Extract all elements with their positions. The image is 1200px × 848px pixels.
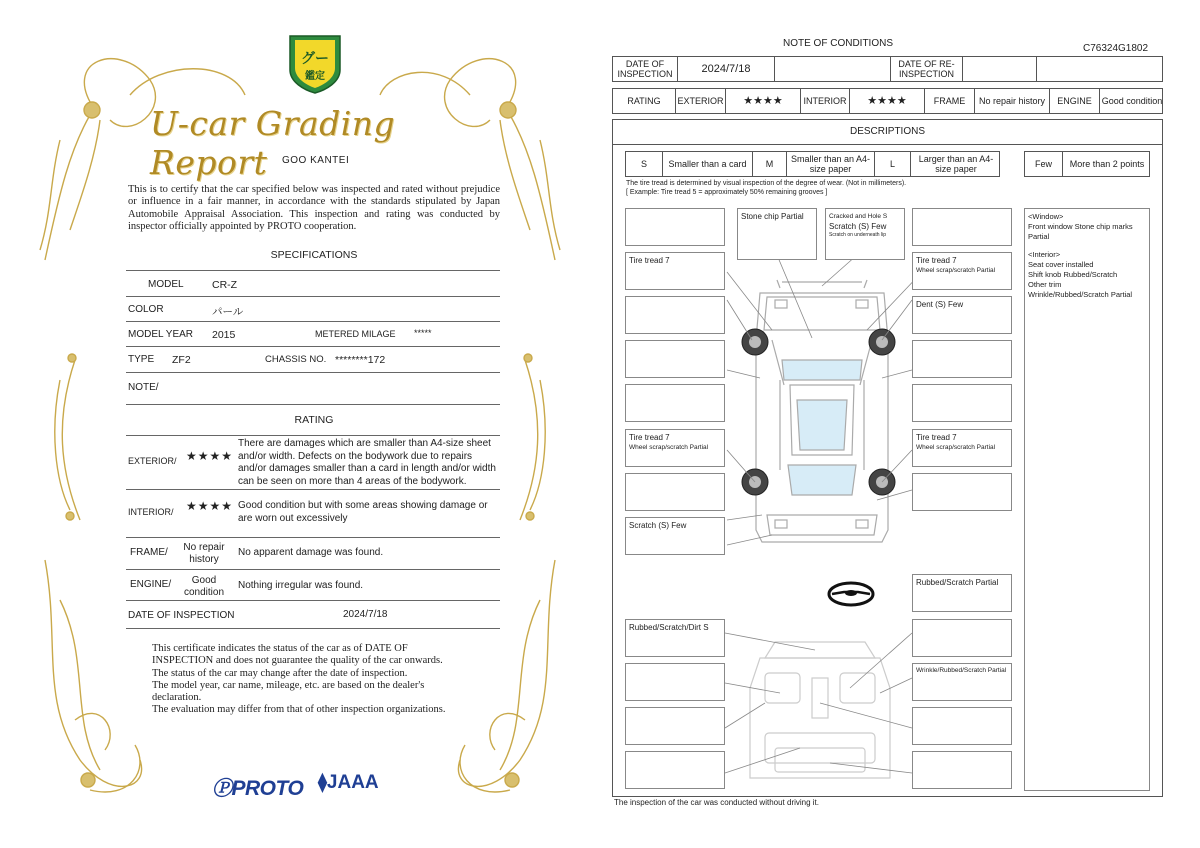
- blank-cell: [775, 57, 900, 81]
- reference-number: C76324G1802: [1083, 43, 1149, 54]
- condition-text: Dent (S) Few: [916, 300, 964, 309]
- condition-text: Wheel scrap/scratch Partial: [916, 444, 996, 451]
- divider: [612, 144, 1163, 145]
- color-value: パール: [212, 306, 244, 318]
- condition-box-empty: [912, 473, 1012, 511]
- interior-stars: ★★★★: [186, 499, 234, 513]
- date-of-inspection-value: 2024/7/18: [678, 57, 775, 81]
- condition-text: Cracked and Hole S: [829, 213, 888, 220]
- type-value: ZF2: [172, 354, 191, 366]
- legend-m: M: [753, 152, 787, 176]
- frame-value: No repair history: [975, 89, 1050, 113]
- exterior-label: EXTERIOR/: [128, 456, 177, 466]
- condition-box-empty: [625, 751, 725, 789]
- legend-s: S: [626, 152, 663, 176]
- divider: [126, 270, 500, 271]
- condition-text: Tire tread 7: [916, 433, 957, 442]
- legend-l-desc: Larger than an A4-size paper: [918, 154, 994, 174]
- disclaimer-line: declaration.: [152, 692, 202, 704]
- model-label: MODEL: [148, 279, 184, 290]
- mileage-label: METERED MILAGE: [315, 329, 396, 339]
- interior-description: Good condition but with some areas showing damage or are worn out excessively: [238, 500, 488, 524]
- condition-box-tire-rear-left: [625, 429, 725, 467]
- condition-text: Wrinkle/Rubbed/Scratch Partial: [916, 667, 1007, 674]
- notes-panel: [1024, 208, 1150, 791]
- divider: [126, 569, 500, 570]
- notes-line: Front window Stone chip marks Partial: [1028, 221, 1133, 241]
- rating-heading: RATING: [294, 414, 334, 426]
- exterior-label: EXTERIOR: [676, 89, 726, 113]
- sheet-title: NOTE OF CONDITIONS: [783, 38, 893, 49]
- divider: [126, 346, 500, 347]
- condition-box-empty: [625, 296, 725, 334]
- frame-label: FRAME/: [130, 547, 168, 558]
- divider: [126, 435, 500, 436]
- legend-few: Few: [1025, 152, 1063, 176]
- condition-box-empty: [625, 473, 725, 511]
- interior-label: INTERIOR/: [128, 507, 174, 517]
- condition-box-dashboard: [625, 619, 725, 657]
- mileage-value: *****: [414, 328, 432, 338]
- size-legend: [625, 151, 1000, 177]
- disclaimer-line: The evaluation may differ from that of other inspection organizations.: [152, 704, 446, 716]
- inspection-date-value: 2024/7/18: [343, 609, 388, 620]
- condition-box-empty: [912, 208, 1012, 246]
- model-year-label: MODEL YEAR: [128, 329, 194, 340]
- condition-text: Wheel scrap/scratch Partial: [629, 444, 709, 451]
- descriptions-heading: DESCRIPTIONS: [849, 126, 925, 137]
- condition-box-empty: [625, 663, 725, 701]
- report-subtitle: GOO KANTEI: [282, 155, 350, 166]
- rating-row: [612, 88, 1163, 114]
- few-legend: [1024, 151, 1150, 177]
- blank-cell: [1037, 57, 1164, 81]
- frame-description: No apparent damage was found.: [238, 547, 384, 558]
- engine-label: ENGINE/: [130, 579, 172, 590]
- disclaimer-line: This certificate indicates the status of the car as of DATE OF: [152, 643, 408, 654]
- condition-box-empty: [625, 340, 725, 378]
- condition-box-steering: [912, 574, 1012, 612]
- condition-box-stone-chip: [737, 208, 817, 260]
- notes-line: <Interior>: [1028, 250, 1061, 260]
- frame-label: FRAME: [925, 89, 975, 113]
- engine-value: Good condition: [183, 575, 225, 598]
- condition-box-seat: [912, 663, 1012, 701]
- condition-text: Tire tread 7: [629, 433, 670, 442]
- inspection-date-label: DATE OF INSPECTION: [128, 610, 235, 621]
- model-value: CR-Z: [212, 279, 238, 291]
- condition-box-empty: [912, 384, 1012, 422]
- goo-kantei-badge-logo: [286, 30, 344, 94]
- disclaimer-line: The model year, car name, mileage, etc. are based on the dealer's: [152, 679, 425, 691]
- legend-m-desc: Smaller than an A4-size paper: [787, 152, 875, 176]
- divider: [126, 321, 500, 322]
- divider: [126, 600, 500, 601]
- specifications-heading: SPECIFICATIONS: [270, 249, 358, 261]
- interior-label: INTERIOR: [801, 89, 850, 113]
- inspection-dates-row: [612, 56, 1163, 82]
- condition-text: Scratch (S) Few: [829, 222, 887, 231]
- jaaa-logo: ⧫JAAA: [318, 772, 379, 793]
- divider: [126, 296, 500, 297]
- sheet-footer: The inspection of the car was conducted without driving it.: [614, 798, 819, 807]
- notes-line: [1028, 241, 1146, 250]
- date-of-inspection-label: DATE OF INSPECTION: [613, 57, 678, 81]
- condition-box-empty: [912, 751, 1012, 789]
- condition-box-cracked: [825, 208, 905, 260]
- legend-s-desc: Smaller than a card: [663, 152, 753, 176]
- exterior-stars: ★★★★: [726, 89, 801, 113]
- condition-text: Rubbed/Scratch/Dirt S: [629, 623, 709, 632]
- blank-cell: [963, 57, 1037, 81]
- tire-example: [ Example: Tire tread 5 = approximately 50% remaining grooves ]: [626, 189, 828, 196]
- type-label: TYPE: [128, 354, 155, 365]
- notes-line: <Window>: [1028, 212, 1064, 221]
- exterior-description: There are damages which are smaller than A4-size sheet and/or width. Defects on the bodywork due to repairs and/or damages smaller than a card in length and/or width can be seen on more than 4 areas of the bodywork.: [238, 438, 496, 487]
- condition-box-tire-rear-right: [912, 429, 1012, 467]
- engine-description: Nothing irregular was found.: [238, 580, 364, 591]
- engine-value: Good condition: [1101, 96, 1163, 106]
- interior-stars: ★★★★: [850, 89, 925, 113]
- svg-text:グー: グー: [301, 51, 329, 67]
- notes-line: Other trim: [1028, 279, 1062, 289]
- engine-label: ENGINE: [1050, 89, 1100, 113]
- divider: [126, 372, 500, 373]
- certificate-disclaimer: [152, 643, 482, 717]
- condition-box-tire-front-left: [625, 252, 725, 290]
- condition-text: Scratch on underneath lip: [829, 232, 886, 238]
- notes-line: Wrinkle/Rubbed/Scratch Partial: [1028, 289, 1133, 299]
- condition-text: Wheel scrap/scratch Partial: [916, 267, 996, 274]
- proto-logo: ⓅPROTO: [212, 777, 304, 800]
- condition-box-rear-scratch: [625, 517, 725, 555]
- chassis-value: ********172: [335, 354, 386, 366]
- chassis-label: CHASSIS NO.: [265, 354, 327, 365]
- exterior-stars: ★★★★: [186, 449, 234, 463]
- condition-text: Stone chip Partial: [741, 212, 804, 221]
- color-label: COLOR: [128, 304, 164, 315]
- condition-text: Scratch (S) Few: [629, 521, 687, 530]
- notes-line: Seat cover installed: [1028, 260, 1094, 270]
- interior-diagram: [720, 628, 920, 798]
- condition-box-empty: [912, 340, 1012, 378]
- rating-label: RATING: [613, 89, 676, 113]
- condition-box-empty: [912, 619, 1012, 657]
- model-year-value: 2015: [212, 329, 236, 341]
- condition-text: Tire tread 7: [916, 256, 957, 265]
- report-title: U-car Grading Report: [150, 104, 396, 182]
- divider: [126, 628, 500, 629]
- condition-box-empty: [912, 707, 1012, 745]
- legend-few-desc: More than 2 points: [1069, 159, 1145, 169]
- condition-box-empty: [625, 384, 725, 422]
- disclaimer-line: The status of the car may change after the date of inspection.: [152, 667, 408, 679]
- condition-box-empty: [625, 208, 725, 246]
- condition-box-dent: [912, 296, 1012, 334]
- condition-text: Rubbed/Scratch Partial: [916, 578, 999, 587]
- divider: [126, 404, 500, 405]
- frame-value: No repair history: [183, 542, 225, 565]
- divider: [126, 537, 500, 538]
- certificate-intro: This is to certify that the car specified below was inspected and rated without prejudice or influence in a fair manner, in accordance with the standards stipulated by Japan Automobile Appraisal Association. This inspection and rating was conducted by inspector officially appointed by PROTO cooperation.: [128, 184, 500, 233]
- date-of-reinspection-label: DATE OF RE-INSPECTION: [890, 57, 963, 81]
- tire-note: The tire tread is determined by visual inspection of the degree of wear. (Not in millimeters).: [626, 180, 907, 187]
- condition-text: Tire tread 7: [629, 256, 670, 265]
- condition-box-empty: [625, 707, 725, 745]
- notes-line: Shift knob Rubbed/Scratch: [1028, 269, 1118, 279]
- disclaimer-line: INSPECTION and does not guarantee the quality of the car onwards.: [152, 655, 443, 667]
- condition-box-tire-front-right: [912, 252, 1012, 290]
- svg-text:鑑定: 鑑定: [305, 71, 325, 82]
- steering-wheel-icon: [826, 580, 876, 608]
- divider: [126, 489, 500, 490]
- note-label: NOTE/: [128, 382, 159, 393]
- legend-l: L: [875, 152, 911, 176]
